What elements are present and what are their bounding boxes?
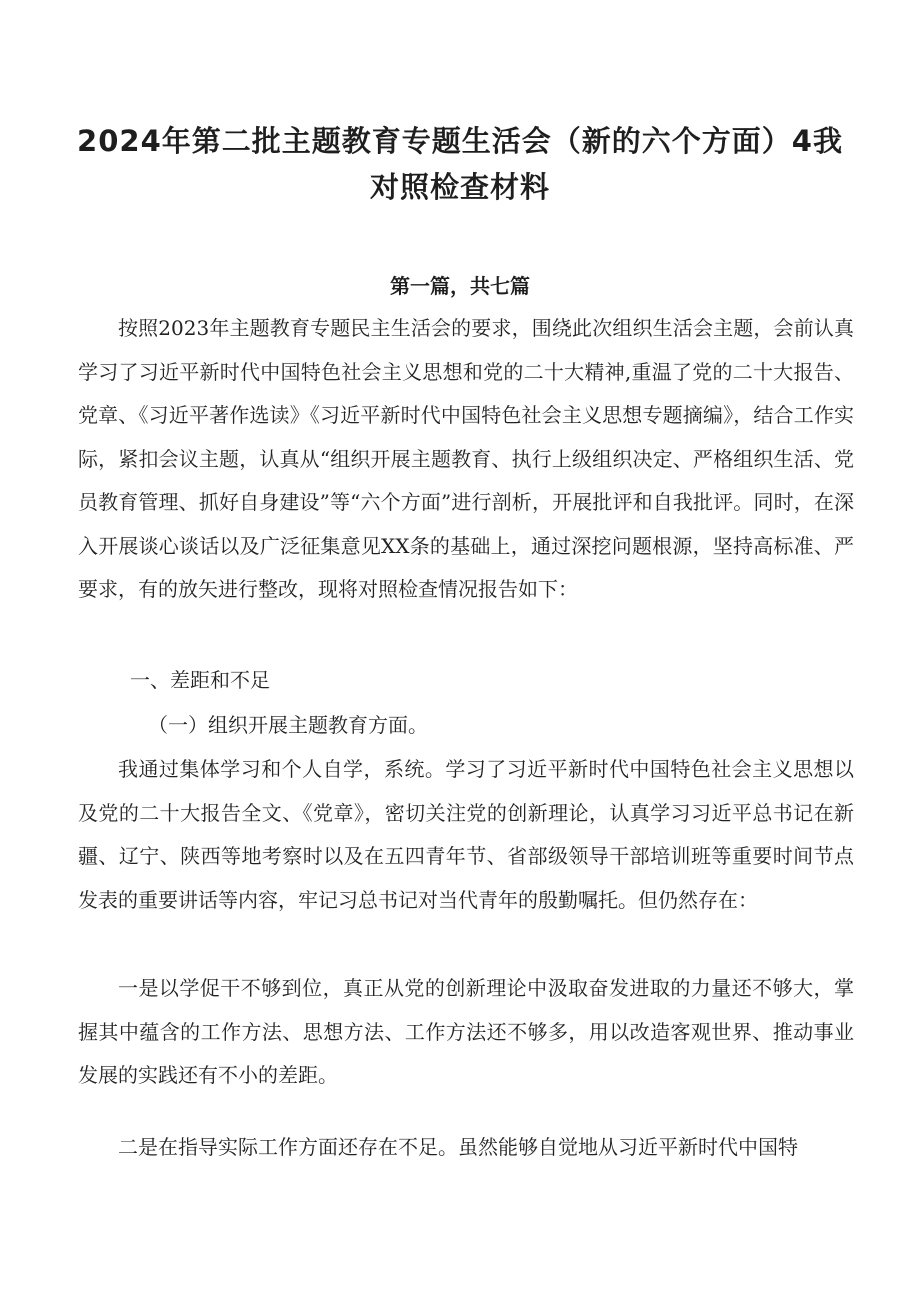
document-title: 2024年第二批主题教育专题生活会（新的六个方面）4我对照检查材料 — [77, 124, 843, 204]
intro-paragraph: 按照2023年主题教育专题民主生活会的要求，围绕此次组织生活会主题，会前认真学习了习近平新时代中国特色社会主义思想和党的二十大精神,重温了党的二十大报告、党章、《习近平著作选读》《习近平新时代中国特色社会主义思想专题摘编》，结合工作实际，紧扣会议主题，认真从“组织开展主题教育、执行上级组织决定、严格组织生活、党员教育管理、抓好自身建设”等“六个方面”进行剖析，开展批评和自我批评。同时，在深入开展谈心谈话以及广泛征集意见XX条的基础上，通过深挖问题根源，坚持高标准、严要求，有的放矢进行整改，现将对照检查情况报告如下： — [78, 316, 854, 601]
subsection-heading: （一）组织开展主题教育方面。 — [148, 713, 428, 737]
section-heading: 一、差距和不足 — [130, 668, 270, 692]
point-one-paragraph: 一是以学促干不够到位，真正从党的创新理论中汲取奋发进取的力量还不够大，掌握其中蕴含的工作方法、思想方法、工作方法还不够多，用以改造客观世界、推动事业发展的实践还有不小的差距。 — [78, 976, 854, 1087]
document-subtitle: 第一篇，共七篇 — [390, 274, 530, 298]
point-two-paragraph: 二是在指导实际工作方面还存在不足。虽然能够自觉地从习近平新时代中国特 — [118, 1135, 798, 1159]
study-paragraph: 我通过集体学习和个人自学，系统。学习了习近平新时代中国特色社会主义思想以及党的二十大报告全文、《党章》，密切关注党的创新理论，认真学习习近平总书记在新疆、辽宁、陕西等地考察时以及在五四青年节、省部级领导干部培训班等重要时间节点发表的重要讲话等内容，牢记习总书记对当代青年的殷勤嘱托。但仍然存在： — [78, 757, 854, 912]
